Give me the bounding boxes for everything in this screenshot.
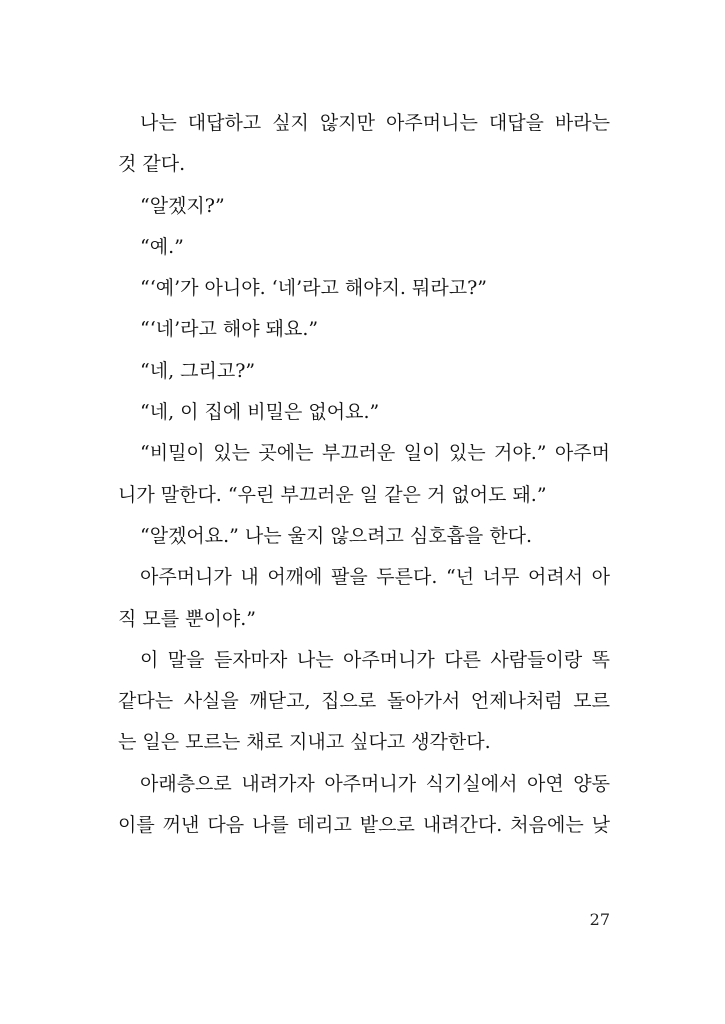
text-line: 아래층으로 내려가자 아주머니가 식기실에서 아연 양동 bbox=[140, 772, 610, 795]
text-line: 직 모를 뿐이야.” bbox=[118, 607, 256, 630]
text-line: 는 일은 모르는 채로 지내고 싶다고 생각한다. bbox=[118, 731, 491, 754]
text-line: “‘예’가 아니야. ‘네’라고 해야지. 뭐라고?” bbox=[140, 277, 487, 300]
text-line: 아주머니가 내 어깨에 팔을 두른다. “넌 너무 어려서 아 bbox=[140, 566, 610, 589]
text-line: “예.” bbox=[140, 235, 184, 258]
text-line: “비밀이 있는 곳에는 부끄러운 일이 있는 거야.” 아주머 bbox=[140, 442, 610, 465]
text-line: “네, 이 집에 비밀은 없어요.” bbox=[140, 401, 380, 424]
text-line: 이 말을 듣자마자 나는 아주머니가 다른 사람들이랑 똑 bbox=[140, 648, 610, 671]
text-line: 같다는 사실을 깨닫고, 집으로 돌아가서 언제나처럼 모르 bbox=[118, 690, 610, 713]
text-line: 나는 대답하고 싶지 않지만 아주머니는 대답을 바라는 bbox=[140, 112, 610, 134]
page-number: 27 bbox=[589, 910, 610, 929]
text-line: 니가 말한다. “우린 부끄러운 일 같은 거 없어도 돼.” bbox=[118, 483, 547, 506]
text-line: 것 같다. bbox=[118, 153, 186, 176]
text-line: “‘네’라고 해야 돼요.” bbox=[140, 318, 319, 341]
text-line: “알겠어요.” 나는 울지 않으려고 심호흡을 한다. bbox=[140, 524, 533, 547]
text-line: 이를 꺼낸 다음 나를 데리고 밭으로 내려간다. 처음에는 낮 bbox=[118, 814, 610, 837]
page-body bbox=[118, 103, 610, 846]
text-line: “알겠지?” bbox=[140, 194, 225, 217]
text-line: “네, 그리고?” bbox=[140, 359, 256, 382]
